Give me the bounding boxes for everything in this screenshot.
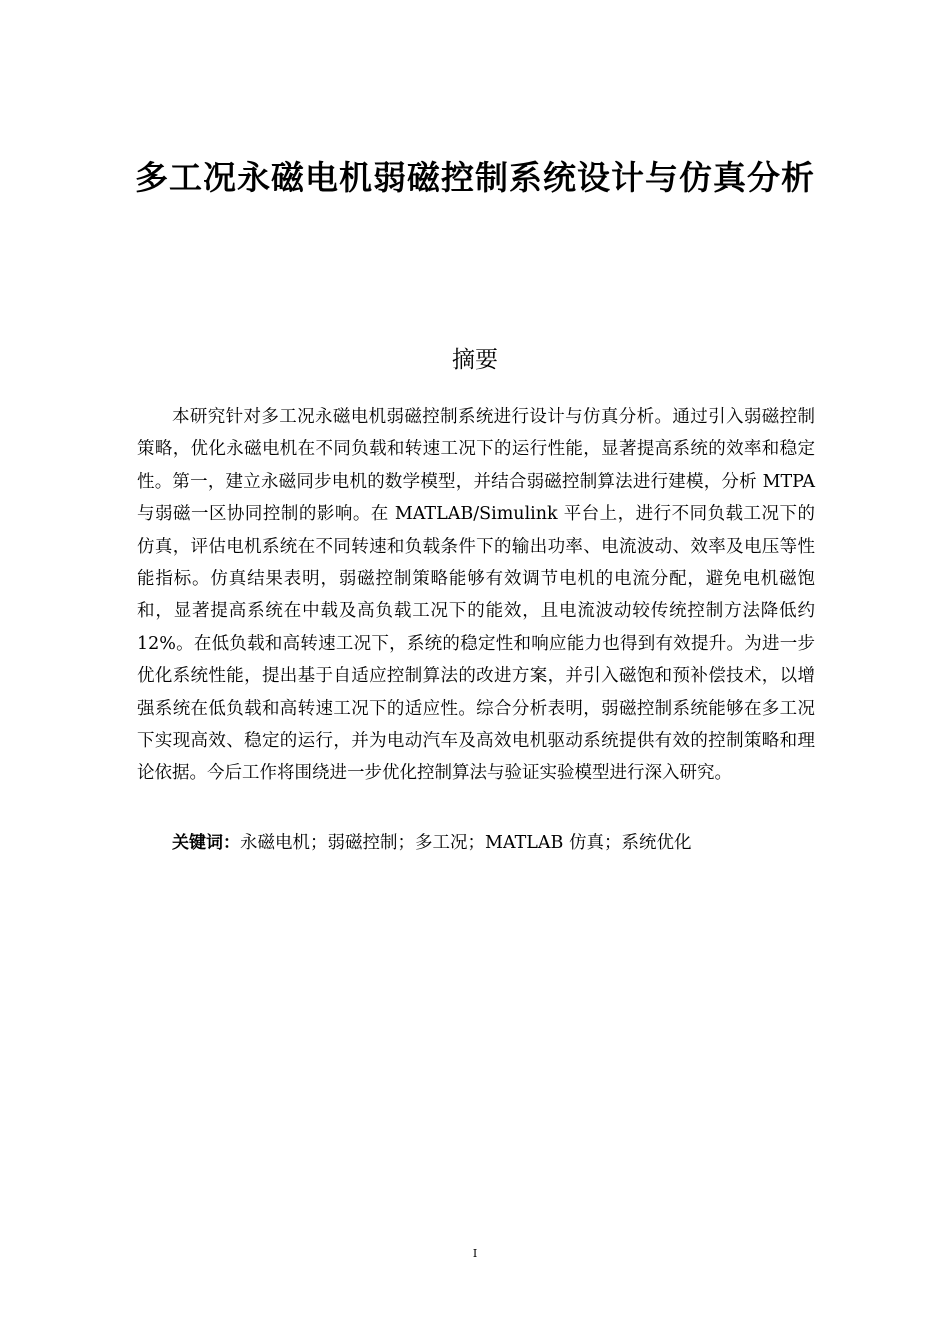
abstract-heading: 摘要 — [452, 347, 498, 373]
keywords-label: 关键词： — [172, 833, 240, 853]
document-title: 多工况永磁电机弱磁控制系统设计与仿真分析 — [135, 158, 815, 197]
abstract-body: 本研究针对多工况永磁电机弱磁控制系统进行设计与仿真分析。通过引入弱磁控制策略，优化永磁电机在不同负载和转速工况下的运行性能，显著提高系统的效率和稳定性。第一，建立永磁同步电机的数学模型，并结合弱磁控制算法进行建模，分析 MTPA 与弱磁一区协同控制的影响。在 MATLAB/Simulink 平台上，进行不同负载工况下的仿真，评估电机系统在不同转速和负载条件下的输出功率、电流波动、效率及电压等性能指标。仿真结果表明，弱磁控制策略能够有效调节电机的电流分配，避免电机磁饱和，显著提高系统在中载及高负载工况下的能效，且电流波动较传统控制方法降低约 12%。在低负载和高转速工况下，系统的稳定性和响应能力也得到有效提升。为进一步优化系统性能，提出基于自适应控制算法的改进方案，并引入磁饱和预补偿技术，以增强系统在低负载和高转速工况下的适应性。综合分析表明，弱磁控制系统能够在多工况下实现高效、稳定的运行，并为电动汽车及高效电机驱动系统提供有效的控制策略和理论依据。今后工作将围绕进一步优化控制算法与验证实验模型进行深入研究。 — [137, 407, 815, 784]
keywords-line — [137, 827, 815, 859]
keywords-text: 永磁电机；弱磁控制；多工况；MATLAB 仿真；系统优化 — [240, 833, 692, 853]
page-number: I — [472, 1247, 478, 1260]
